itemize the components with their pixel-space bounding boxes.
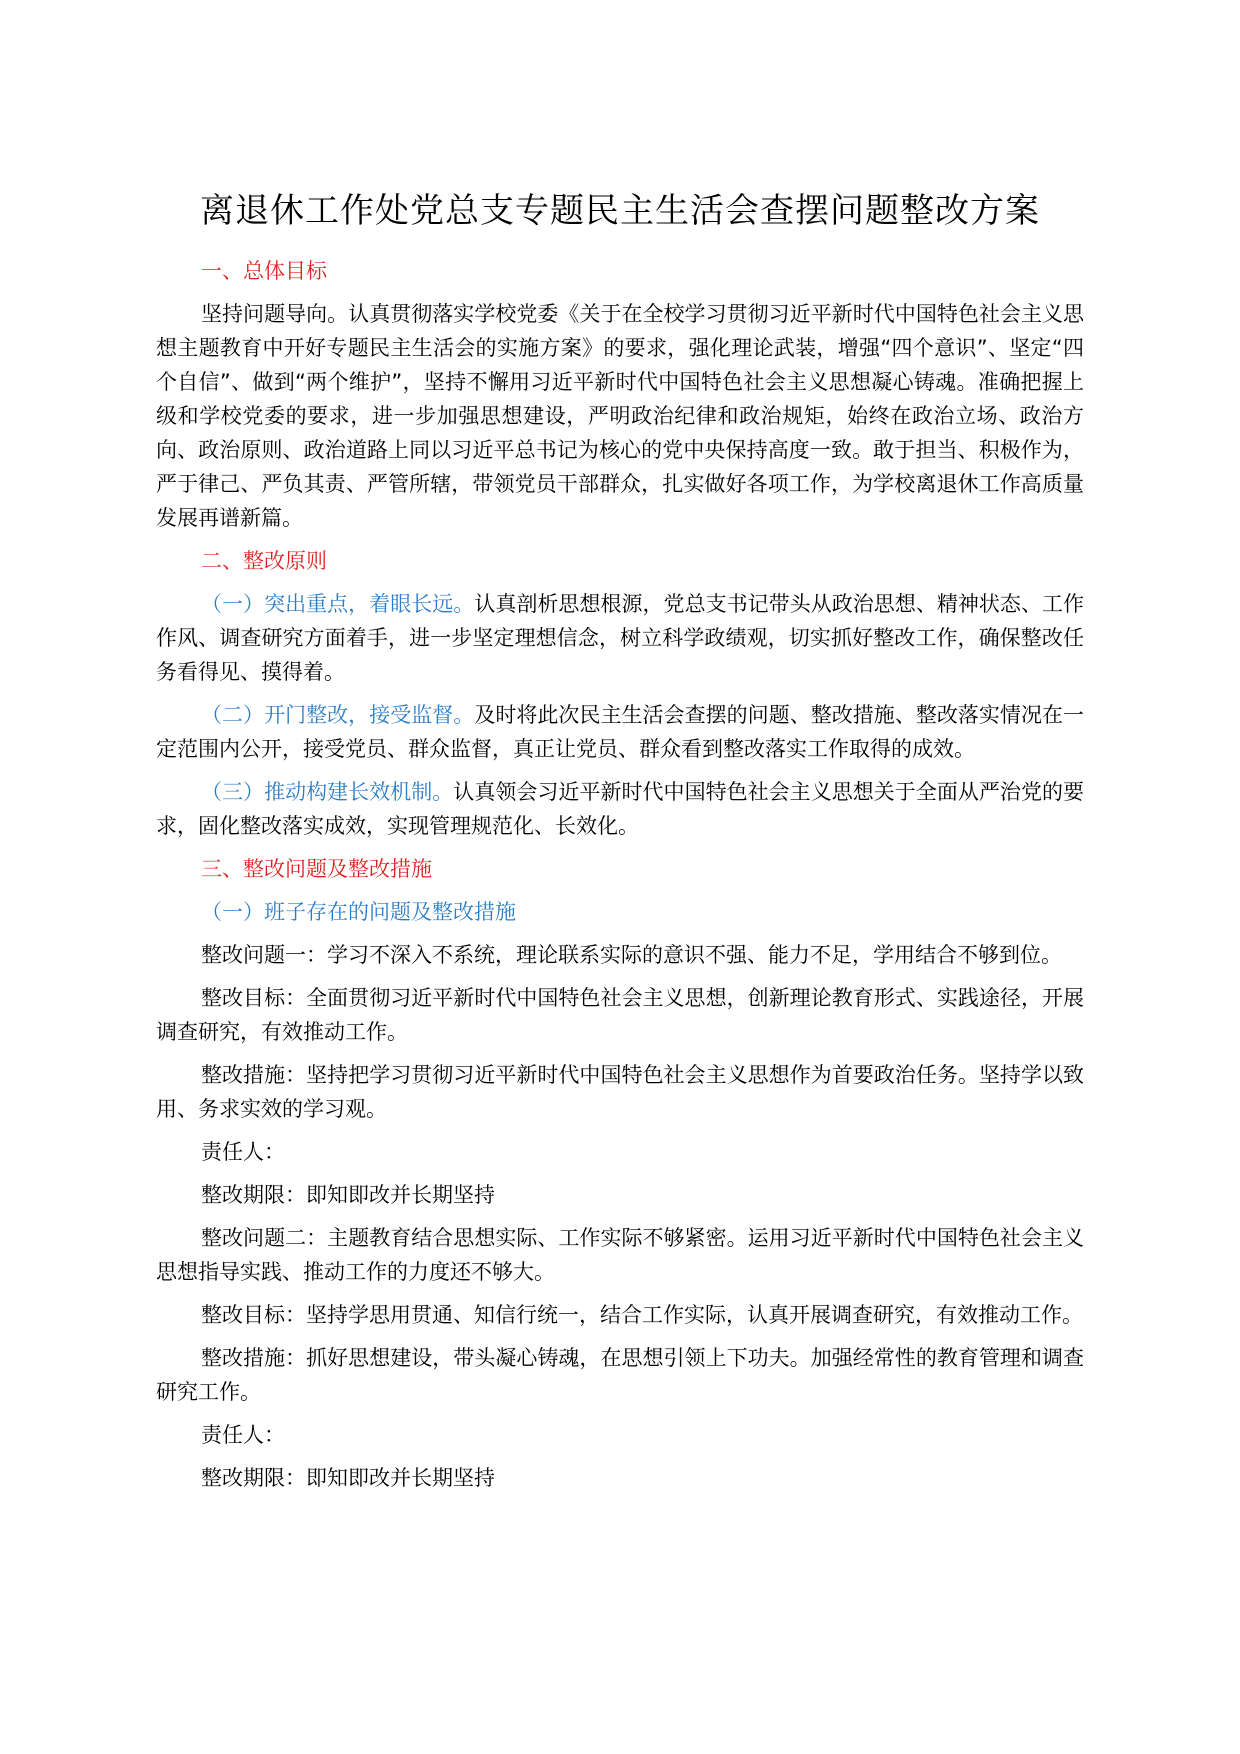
issue-1-problem: 整改问题一：学习不深入不系统，理论联系实际的意识不强、能力不足，学用结合不够到位。 [201, 943, 1062, 967]
section-heading-issues-and-measures: 三、整改问题及整改措施 [201, 857, 432, 881]
principle-item-3 [156, 775, 1084, 843]
document-title: 离退休工作处党总支专题民主生活会查摆问题整改方案 [200, 191, 1040, 231]
issue-2-responsible: 责任人： [201, 1423, 285, 1447]
issue-1-goal: 整改目标：全面贯彻习近平新时代中国特色社会主义思想，创新理论教育形式、实践途径，开展调查研究，有效推动工作。 [156, 986, 1084, 1044]
issue-1-deadline: 整改期限：即知即改并长期坚持 [201, 1183, 495, 1207]
section-heading-overall-goals: 一、总体目标 [201, 259, 327, 283]
principle-3-lead: （三）推动构建长效机制。 [201, 780, 454, 804]
principle-1-lead: （一）突出重点，着眼长远。 [201, 592, 475, 616]
principle-item-1 [156, 587, 1084, 689]
document-body [156, 254, 1084, 1504]
subsection-heading-team-issues: （一）班子存在的问题及整改措施 [201, 900, 516, 924]
principle-item-2 [156, 698, 1084, 766]
issue-2-problem: 整改问题二：主题教育结合思想实际、工作实际不够紧密。运用习近平新时代中国特色社会主义思想指导实践、推动工作的力度还不够大。 [156, 1226, 1084, 1284]
issue-2-measures: 整改措施：抓好思想建设，带头凝心铸魂，在思想引领上下功夫。加强经常性的教育管理和调查研究工作。 [156, 1346, 1084, 1404]
overall-goals-paragraph: 坚持问题导向。认真贯彻落实学校党委《关于在全校学习贯彻习近平新时代中国特色社会主义思想主题教育中开好专题民主生活会的实施方案》的要求，强化理论武装，增强“四个意识”、坚定“四个自信”、做到“两个维护”，坚持不懈用习近平新时代中国特色社会主义思想凝心铸魂。准确把握上级和学校党委的要求，进一步加强思想建设，严明政治纪律和政治规矩，始终在政治立场、政治方向、政治原则、政治道路上同以习近平总书记为核心的党中央保持高度一致。敢于担当、积极作为，严于律己、严负其责、严管所辖，带领党员干部群众，扎实做好各项工作，为学校离退休工作高质量发展再谱新篇。 [156, 302, 1084, 530]
issue-1-responsible: 责任人： [201, 1140, 285, 1164]
issue-2-goal: 整改目标：坚持学思用贯通、知信行统一，结合工作实际，认真开展调查研究，有效推动工作。 [201, 1303, 1083, 1327]
issue-2-deadline: 整改期限：即知即改并长期坚持 [201, 1466, 495, 1490]
principle-2-lead: （二）开门整改，接受监督。 [201, 703, 475, 727]
issue-1-measures: 整改措施：坚持把学习贯彻习近平新时代中国特色社会主义思想作为首要政治任务。坚持学以致用、务求实效的学习观。 [156, 1063, 1084, 1121]
section-heading-principles: 二、整改原则 [201, 549, 327, 573]
principle-1-text: 认真剖析思想根源，党总支书记带头从政治思想、精神状态、工作作风、调查研究方面着手，进一步坚定理想信念，树立科学政绩观，切实抓好整改工作，确保整改任务看得见、摸得着。 [156, 592, 1085, 684]
principle-3-text: 认真领会习近平新时代中国特色社会主义思想关于全面从严治党的要求，固化整改落实成效，实现管理规范化、长效化。 [156, 780, 1085, 838]
principle-2-text: 及时将此次民主生活会查摆的问题、整改措施、整改落实情况在一定范围内公开，接受党员、群众监督，真正让党员、群众看到整改落实工作取得的成效。 [156, 703, 1085, 761]
